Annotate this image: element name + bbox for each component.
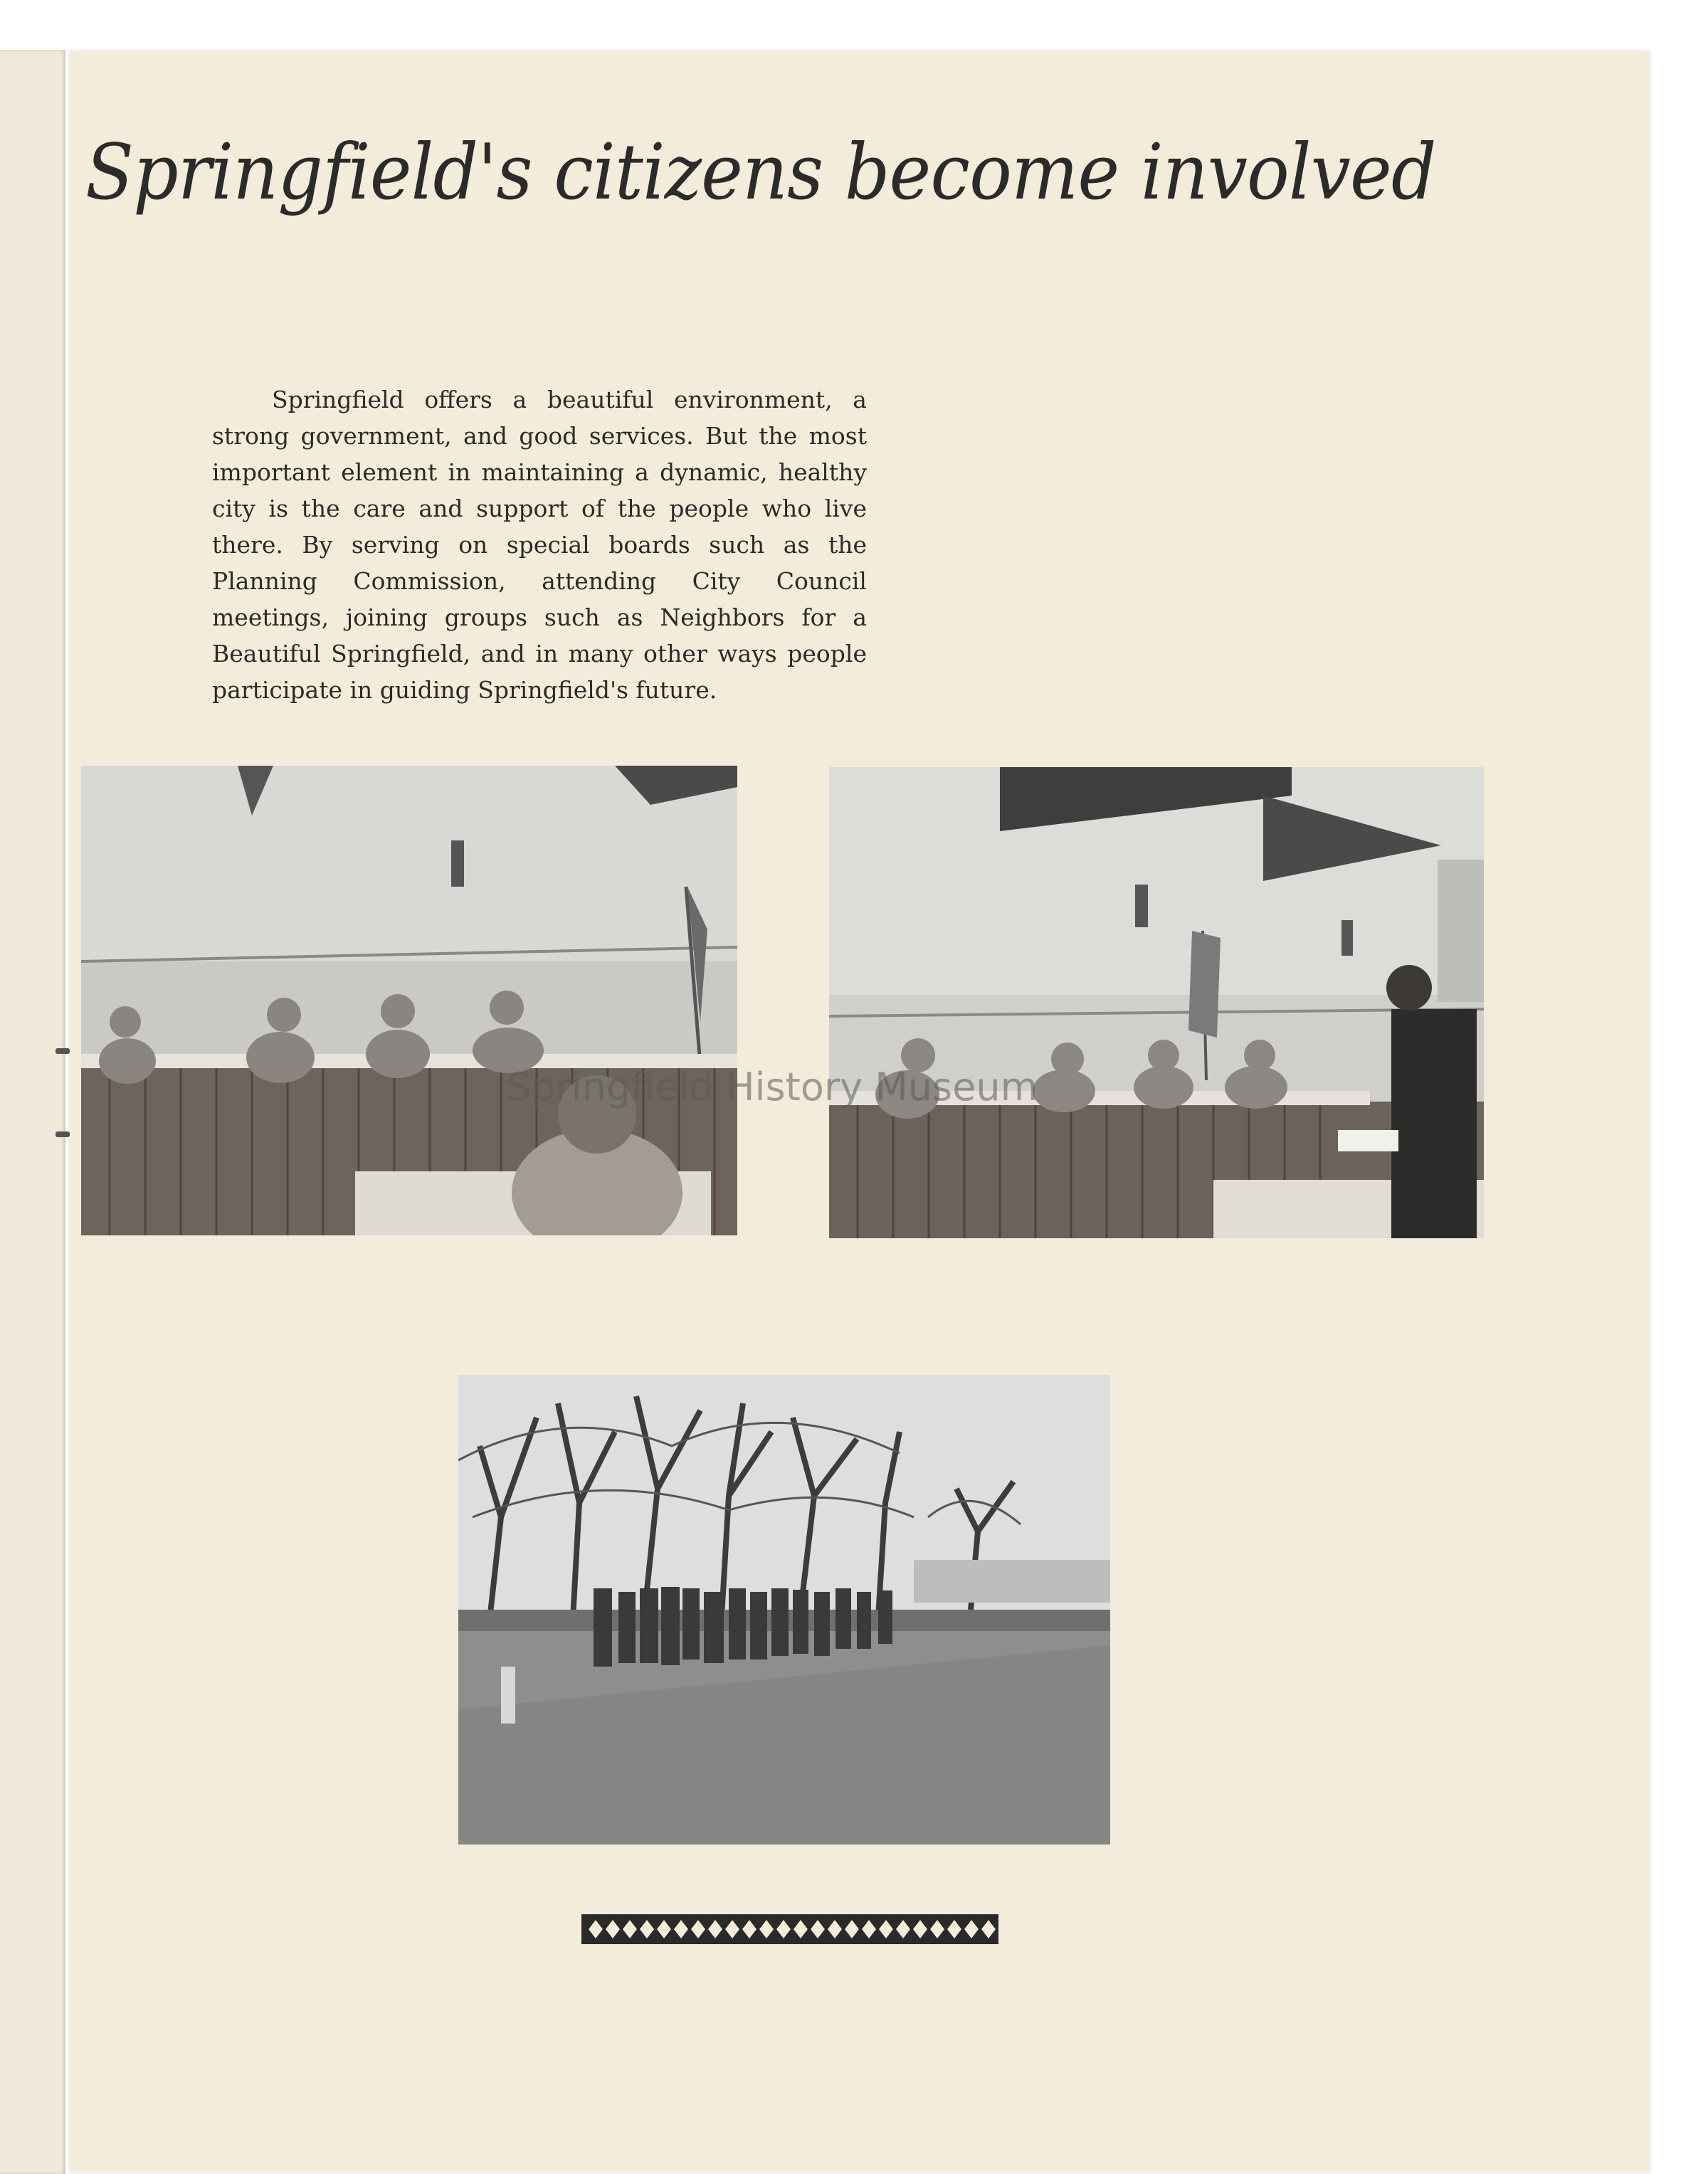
museum-watermark: Springfield History Museum <box>507 1065 1038 1109</box>
page-headline: Springfield's citizens become involved <box>85 128 1436 217</box>
staple-bottom <box>56 1131 70 1137</box>
facing-page-edge <box>0 50 65 2174</box>
staple-top <box>56 1048 70 1054</box>
council-meeting-photo-1 <box>81 766 737 1235</box>
intro-paragraph: Springfield offers a beautiful environment, a strong government, and good services. But the most important element in maintaining a dynamic, healthy city is the care and support of the people who live there. By serving on special boards such as the Planning Commission, attending City Council meetings, joining groups such as Neighbors for a Beautiful Springfield, and in many other ways people participate in guiding Springfield's future. <box>212 386 867 704</box>
decorative-ornament <box>581 1914 998 1944</box>
site-tour-photo <box>458 1375 1110 1845</box>
council-meeting-photo-2 <box>829 767 1484 1238</box>
